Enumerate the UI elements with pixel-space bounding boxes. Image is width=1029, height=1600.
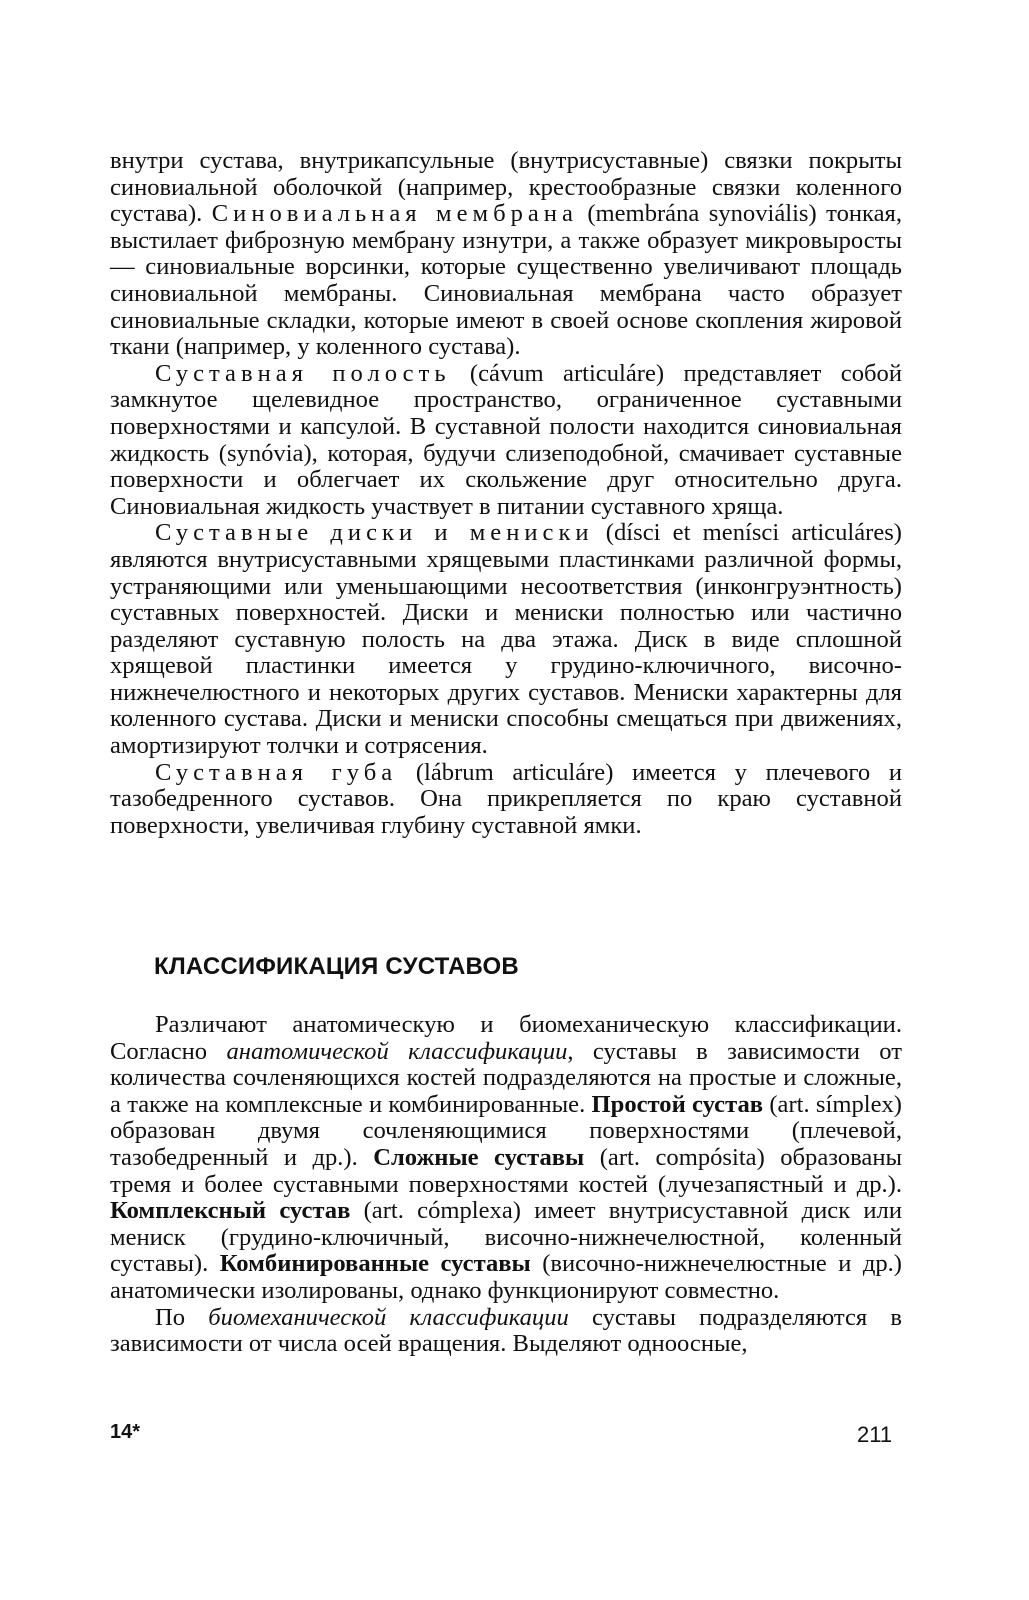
paragraph	[110, 760, 902, 840]
text-run-bold: Простой сустав	[591, 1090, 764, 1118]
paragraph	[110, 361, 902, 521]
text-run-spaced: Суставная губа	[155, 758, 398, 786]
text-run: (височно-нижнечелюстные и др.) анатомически изолированы, однако функционируют совместно.	[110, 1250, 902, 1304]
text-run: (art. cómplexa) имеет внутрисуставной диск или мениск (грудино-ключичный, височно-нижнечелюстной, коленный суставы).	[110, 1197, 902, 1278]
text-run-bold: Комплексный сустав	[110, 1197, 351, 1225]
paragraph	[110, 1012, 902, 1305]
text-run-bold: Комбинированные суставы	[219, 1250, 531, 1278]
page-number: 211	[857, 1422, 893, 1447]
text-run: (art. compósita) образованы тремя и более суставными поверхностями костей (лучезапястный и др.).	[110, 1143, 903, 1198]
text-run: (cávum articuláre) представляет собой замкнутое щелевидное пространство, ограниченное суставными поверхностями и капсулой. В суставной полости находится синовиальная жидкость (synóvia), которая, будучи слизеподобной, смачивает суставные поверхности и облегчает их скольжение друг относительно друга. Синовиальная жидкость участвует в питании суставного хряща.	[110, 359, 902, 520]
text-run-spaced: Суставная полость	[155, 359, 451, 387]
text-run: Различают анатомическую и биомеханическую классификации. Согласно	[110, 1011, 902, 1065]
text-run: (art. símplex) образован двумя сочленяющимися поверхностями (плечевой, тазобедренный и др.).	[110, 1090, 902, 1171]
text-run-spaced: Суставные диски и мениски	[155, 519, 594, 547]
text-run: внутри сустава, внутрикапсульные (внутрисуставные) связки покрыты синовиальной оболочкой (например, крестообразные связки коленного сустава).	[110, 147, 902, 228]
text-run: (lábrum articuláre) имеется у плечевого и тазобедренного суставов. Она прикрепляется по краю суставной поверхности, увеличивая глубину суставной ямки.	[110, 758, 902, 839]
text-run: (dísci et menísci articuláres) являются внутрисуставными хрящевыми пластинками различной формы, устраняющими или уменьшающими несоответствия (инконгруэнтность) суставных поверхностей. Диски и мениски полностью или частично разделяют суставную полость на два этажа. Диск в виде сплошной хрящевой пластинки имеется у грудино-ключичного, височно-нижнечелюстного и некоторых других суставов. Мениски характерны для коленного сустава. Диски и мениски способны смещаться при движениях, амортизируют толчки и сотрясения.	[110, 519, 902, 760]
text-run: (membrána synoviális) тонкая, выстилает фиброзную мембрану изнутри, а также образует микровыросты — синовиальные ворсинки, которые существенно увеличивают площадь синовиальной мембраны. Синовиальная мембрана часто образует синовиальные складки, которые имеют в своей основе скопления жировой ткани (например, у коленного сустава).	[110, 200, 902, 361]
text-run-italic: биомеханической классификации	[208, 1303, 569, 1331]
signature-mark: 14*	[110, 1421, 141, 1443]
text-run-spaced: Синовиальная мембрана	[211, 200, 578, 228]
paragraph	[110, 1305, 902, 1358]
text-block-top	[110, 148, 902, 839]
paragraph	[110, 520, 902, 759]
text-run: По	[155, 1303, 209, 1331]
text-run: , суставы в зависимости от количества сочленяющихся костей подразделяются на простые и сложные, а также на комплексные и комбинированные.	[110, 1037, 902, 1118]
text-block-bottom	[110, 1012, 902, 1358]
text-run-italic: анатомической классификации	[226, 1037, 568, 1065]
text-run: суставы подразделяются в зависимости от числа осей вращения. Выделяют одноосные,	[110, 1303, 902, 1358]
paragraph	[110, 148, 902, 361]
text-run-bold: Сложные суставы	[373, 1143, 585, 1171]
section-heading: КЛАССИФИКАЦИЯ СУСТАВОВ	[154, 953, 519, 980]
